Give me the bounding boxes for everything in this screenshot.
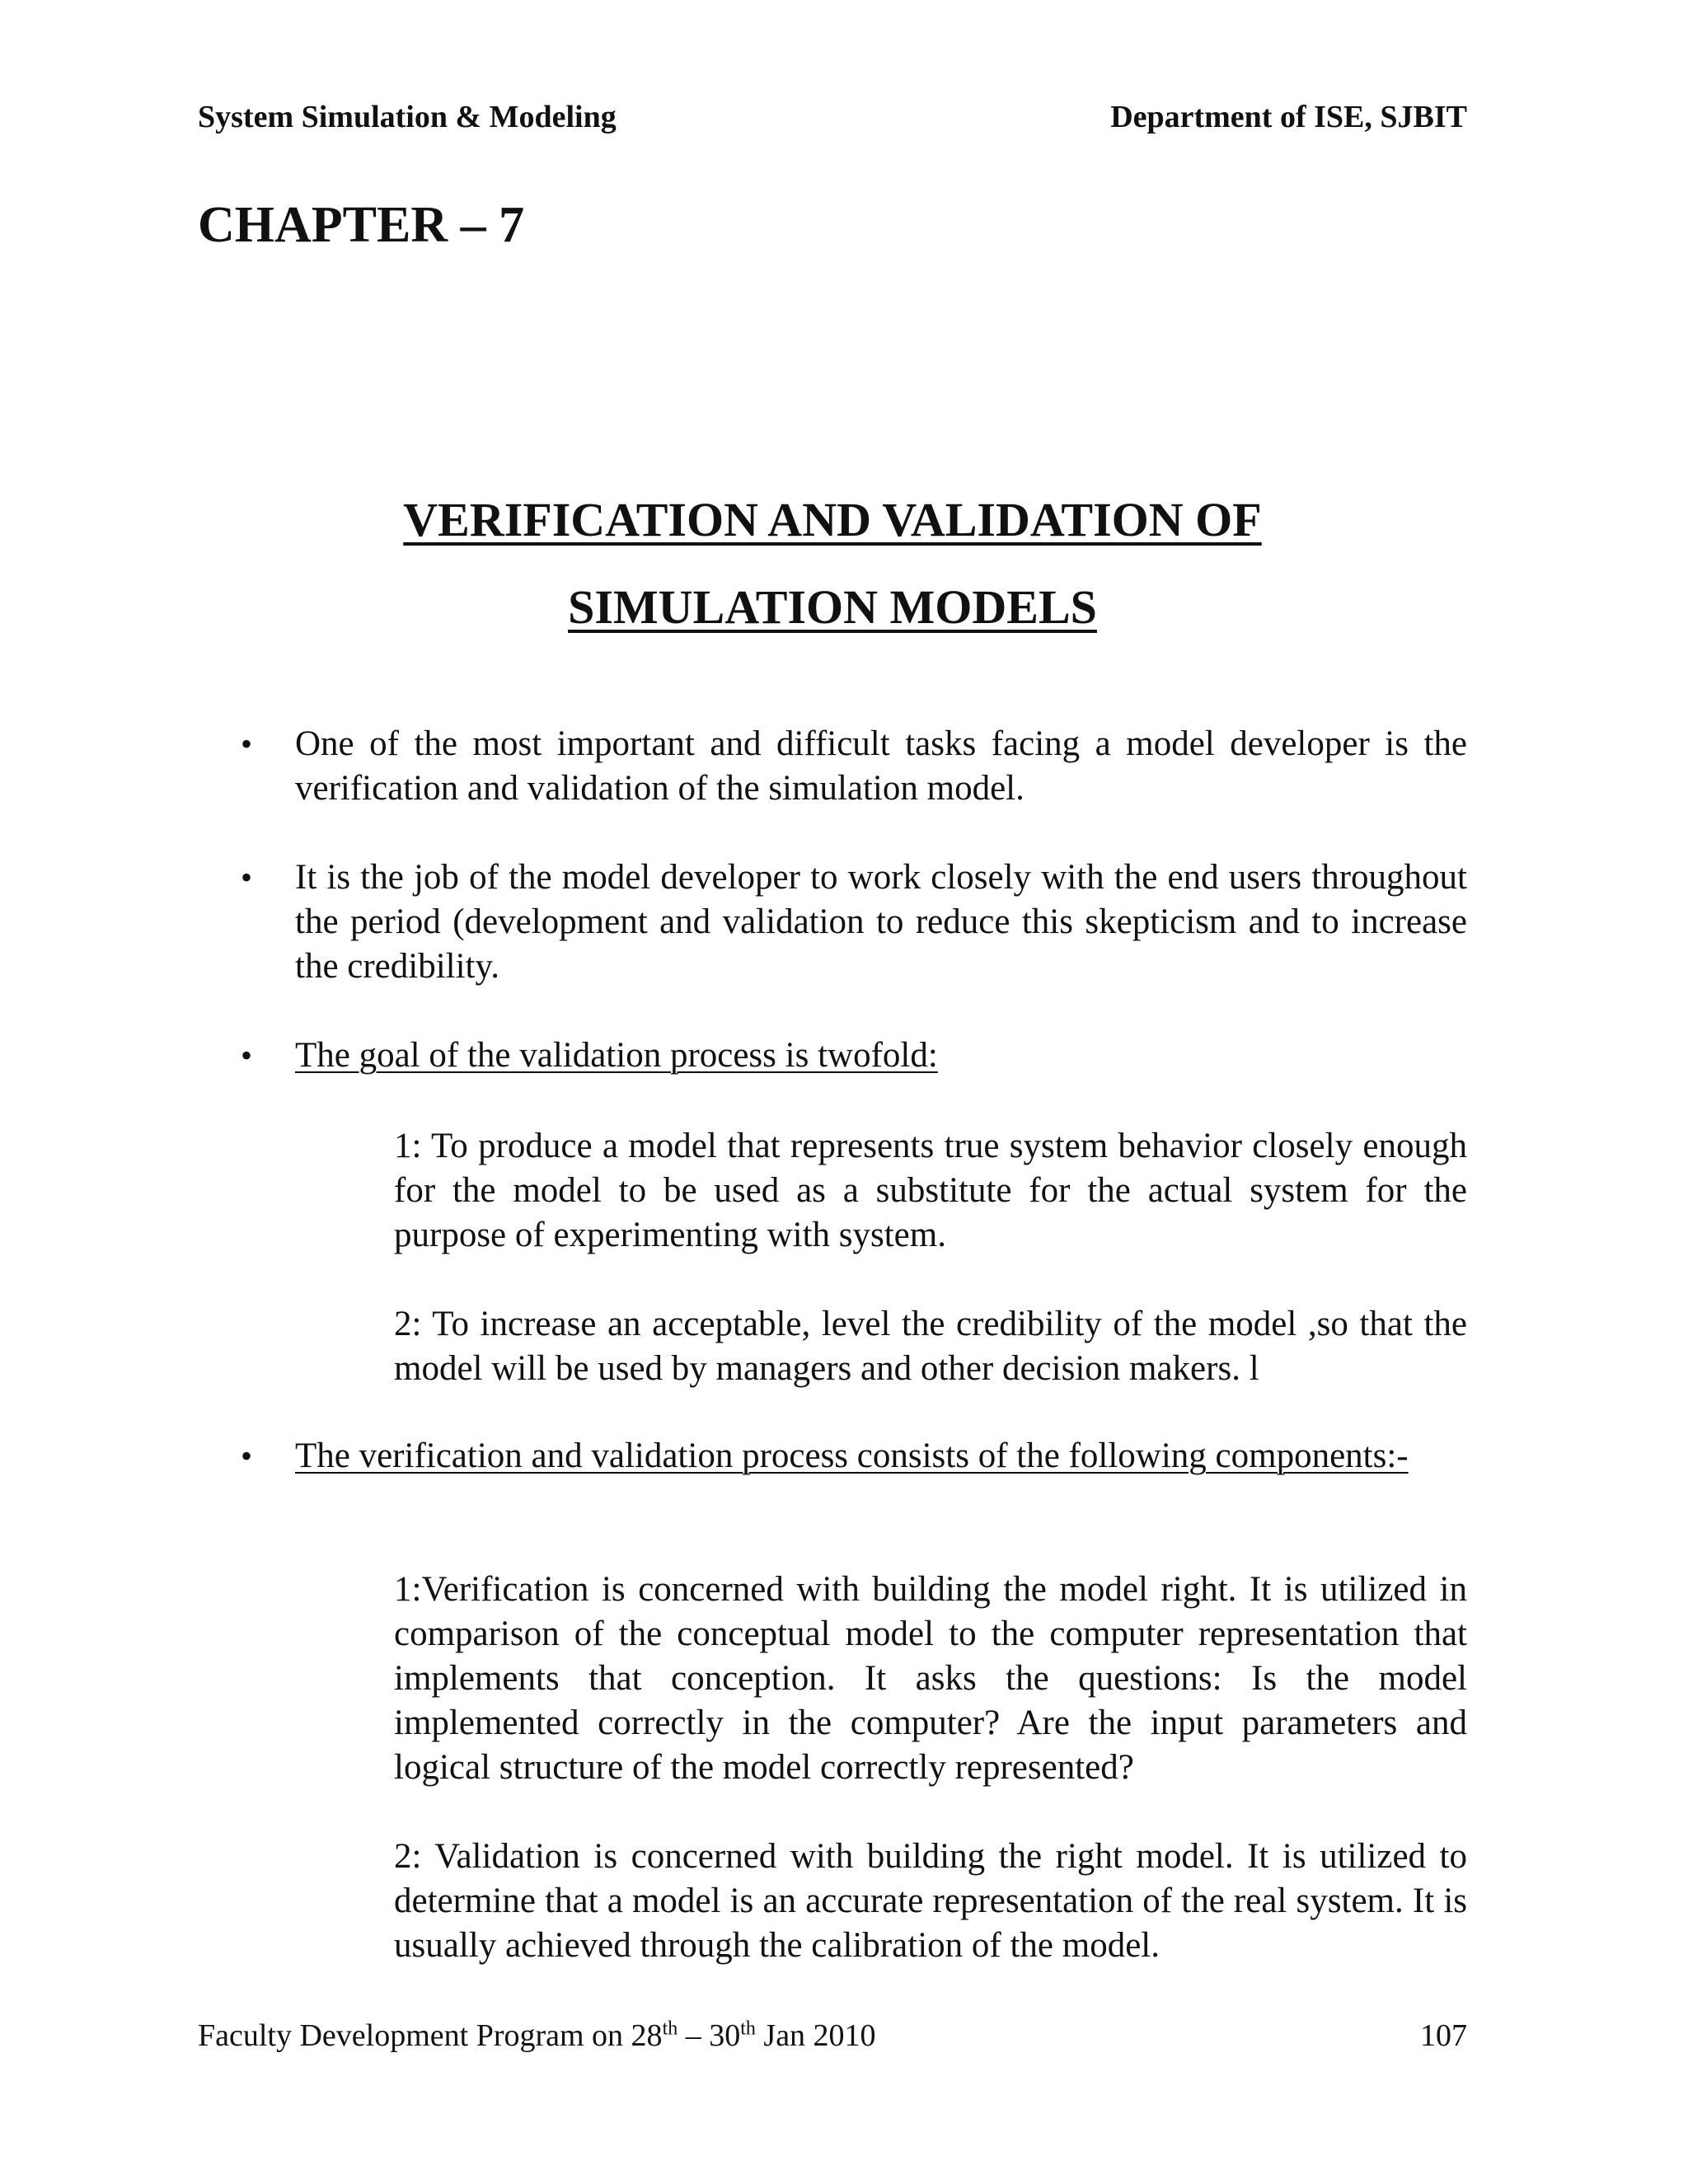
section-title xyxy=(198,476,1467,651)
bullet-item-2 xyxy=(241,855,1467,989)
bullet-icon: • xyxy=(241,725,253,762)
chapter-heading: CHAPTER – 7 xyxy=(198,197,525,253)
goal-item-2: 2: To increase an acceptable, level the credibility of the model ,so that the model will be used by managers and other decision makers. l xyxy=(394,1305,1467,1388)
bullet-text-1: One of the most important and difficult tasks facing a model developer is the verification and validation of the simulation model. xyxy=(295,724,1467,808)
bullet-item-1 xyxy=(241,722,1467,811)
component-item-verification: 1:Verification is concerned with building the model right. It is utilized in comparison of the conceptual model to the computer representation that implements that conception. It asks the questions: Is the model implemented correctly in the computer? Are the input parameters and logical structure of the model correctly represented? xyxy=(394,1570,1467,1787)
bullet-item-3 xyxy=(241,1033,1467,1078)
footer-text-suffix: Jan 2010 xyxy=(755,2018,876,2053)
bullet-icon: • xyxy=(241,1437,253,1474)
bullet-text-3: The goal of the validation process is twofold: xyxy=(295,1036,938,1075)
bullet-item-4 xyxy=(241,1434,1467,1479)
page-footer-event xyxy=(198,2016,876,2055)
running-header-course: System Simulation & Modeling xyxy=(198,100,617,134)
footer-sup-2: th xyxy=(740,2018,756,2040)
bullet-text-4: The verification and validation process consists of the following components:- xyxy=(295,1436,1409,1475)
footer-sup-1: th xyxy=(662,2018,678,2040)
bullet-icon: • xyxy=(241,859,253,896)
goal-item-1: 1: To produce a model that represents true system behavior closely enough for the model to be used as a substitute for the actual system for the purpose of experimenting with system. xyxy=(394,1127,1467,1254)
component-item-validation: 2: Validation is concerned with building the right model. It is utilized to determine that a model is an accurate representation of the real system. It is usually achieved through the calibration of the model. xyxy=(394,1837,1467,1965)
footer-text-prefix: Faculty Development Program on 28 xyxy=(198,2018,663,2053)
title-line-1: VERIFICATION AND VALIDATION OF xyxy=(403,493,1262,546)
running-header-department: Department of ISE, SJBIT xyxy=(1110,100,1467,134)
page-number: 107 xyxy=(1420,2018,1467,2053)
bullet-text-2: It is the job of the model developer to work closely with the end users throughout the period (development and validation to reduce this skepticism and to increase the credibility. xyxy=(295,858,1467,986)
title-line-2: SIMULATION MODELS xyxy=(568,580,1097,634)
footer-text-middle: – 30 xyxy=(678,2018,741,2053)
bullet-icon: • xyxy=(241,1037,253,1074)
